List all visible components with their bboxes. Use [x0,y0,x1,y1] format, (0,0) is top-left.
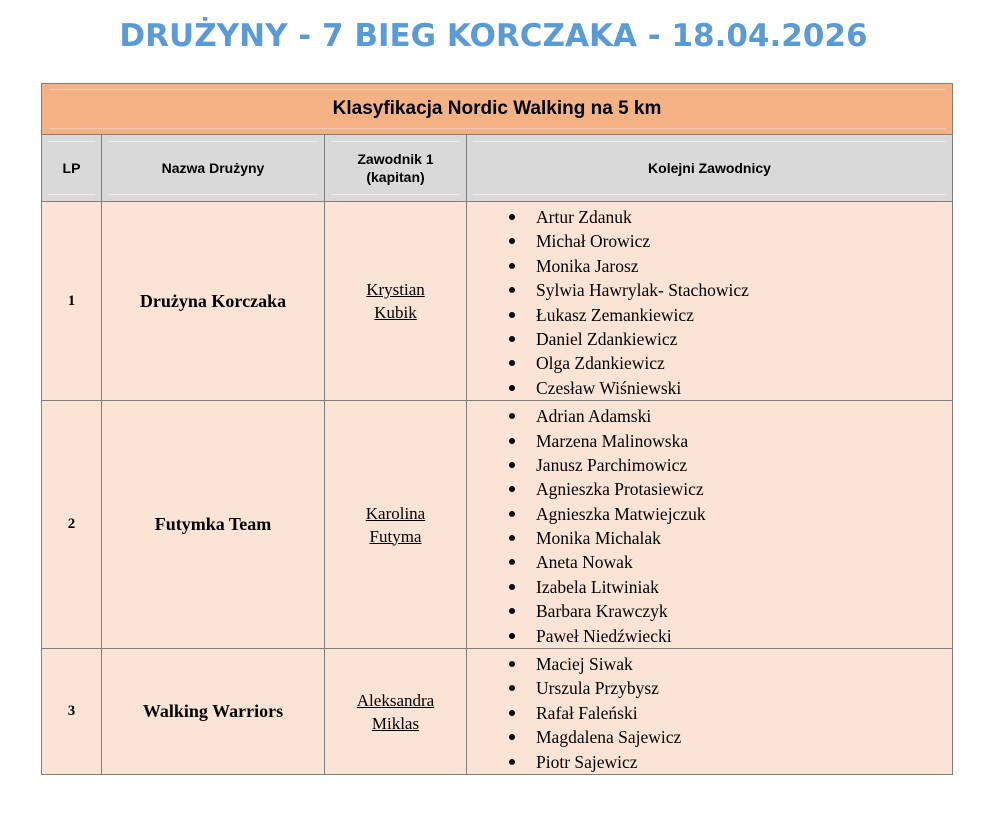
bullet-icon [509,759,515,765]
member-item [467,453,952,477]
member-name: Michał Orowicz [536,231,651,252]
member-name: Magdalena Sajewicz [536,727,682,748]
header-captain: Zawodnik 1 (kapitan) [325,135,467,202]
header-lp: LP [42,135,102,202]
member-item [467,351,952,375]
member-name: Urszula Przybysz [536,678,659,699]
row-members [467,649,953,775]
member-name: Czesław Wiśniewski [536,377,682,398]
member-name: Artur Zdanuk [536,207,632,227]
bullet-icon [509,661,515,667]
member-item [467,205,952,229]
bullet-icon [509,385,515,391]
table-row [42,202,953,401]
row-members [467,401,953,649]
member-item [467,278,952,302]
bullet-icon [509,287,515,293]
member-name: Monika Michalak [536,528,661,549]
bullet-icon [509,438,515,444]
member-name: Aneta Nowak [536,552,633,573]
captain-name: Krystian Kubik [366,280,425,323]
member-name: Marzena Malinowska [536,430,689,451]
bullet-icon [509,685,515,691]
row-members [467,202,953,401]
page-title: DRUŻYNY - 7 BIEG KORCZAKA - 18.04.2026 [119,18,868,54]
member-name: Maciej Siwak [536,654,633,675]
member-item [467,599,952,623]
member-name: Rafał Faleński [536,702,638,723]
bullet-icon [509,584,515,590]
members-list [467,401,952,648]
member-item [467,652,952,676]
member-name: Sylwia Hawrylak- Stachowicz [536,280,749,301]
bullet-icon [509,336,515,342]
teams-table [41,83,953,775]
member-name: Olga Zdankiewicz [536,353,665,374]
row-team-name: Drużyna Korczaka [102,202,325,401]
member-item [467,477,952,501]
member-item [467,254,952,278]
table-caption-text: Klasyfikacja Nordic Walking na 5 km [49,89,945,129]
bullet-icon [509,263,515,269]
member-name: Janusz Parchimowicz [536,454,688,475]
row-lp: 2 [42,401,102,649]
bullet-icon [509,360,515,366]
member-item [467,676,952,700]
bullet-icon [509,608,515,614]
table-row [42,649,953,775]
member-name: Agnieszka Matwiejczuk [536,503,706,524]
member-name: Monika Jarosz [536,255,639,276]
member-item [467,376,952,400]
captain-name: Karolina Futyma [365,503,426,546]
member-item [467,624,952,648]
member-name: Izabela Litwiniak [536,576,659,597]
table-caption [42,84,953,135]
table-row [42,401,953,649]
member-item [467,229,952,253]
members-list [467,649,952,774]
bullet-icon [509,511,515,517]
member-name: Łukasz Zemankiewicz [536,304,694,325]
member-item [467,303,952,327]
bullet-icon [509,710,515,716]
member-item [467,750,952,774]
bullet-icon [509,535,515,541]
bullet-icon [509,214,515,220]
bullet-icon [509,312,515,318]
bullet-icon [509,462,515,468]
bullet-icon [509,633,515,639]
member-item [467,327,952,351]
bullet-icon [509,734,515,740]
member-item [467,502,952,526]
row-lp: 3 [42,649,102,775]
member-name: Paweł Niedźwiecki [536,625,672,646]
row-team-name: Futymka Team [102,401,325,649]
member-item [467,526,952,550]
member-name: Piotr Sajewicz [536,751,638,772]
header-team-name: Nazwa Drużyny [102,135,325,202]
row-captain [325,202,467,401]
member-name: Agnieszka Protasiewicz [536,479,704,500]
member-item [467,725,952,749]
bullet-icon [509,238,515,244]
member-item [467,429,952,453]
member-item [467,404,952,428]
member-item [467,575,952,599]
member-item [467,550,952,574]
member-name: Daniel Zdankiewicz [536,328,678,349]
bullet-icon [509,486,515,492]
member-name: Barbara Krawczyk [536,601,668,622]
captain-name: Aleksandra Miklas [356,690,435,733]
row-lp: 1 [42,202,102,401]
bullet-icon [509,413,515,419]
row-captain [325,649,467,775]
member-item [467,701,952,725]
members-list [467,202,952,400]
row-captain [325,401,467,649]
header-members: Kolejni Zawodnicy [467,135,953,202]
bullet-icon [509,559,515,565]
member-name: Adrian Adamski [536,406,652,427]
row-team-name: Walking Warriors [102,649,325,775]
